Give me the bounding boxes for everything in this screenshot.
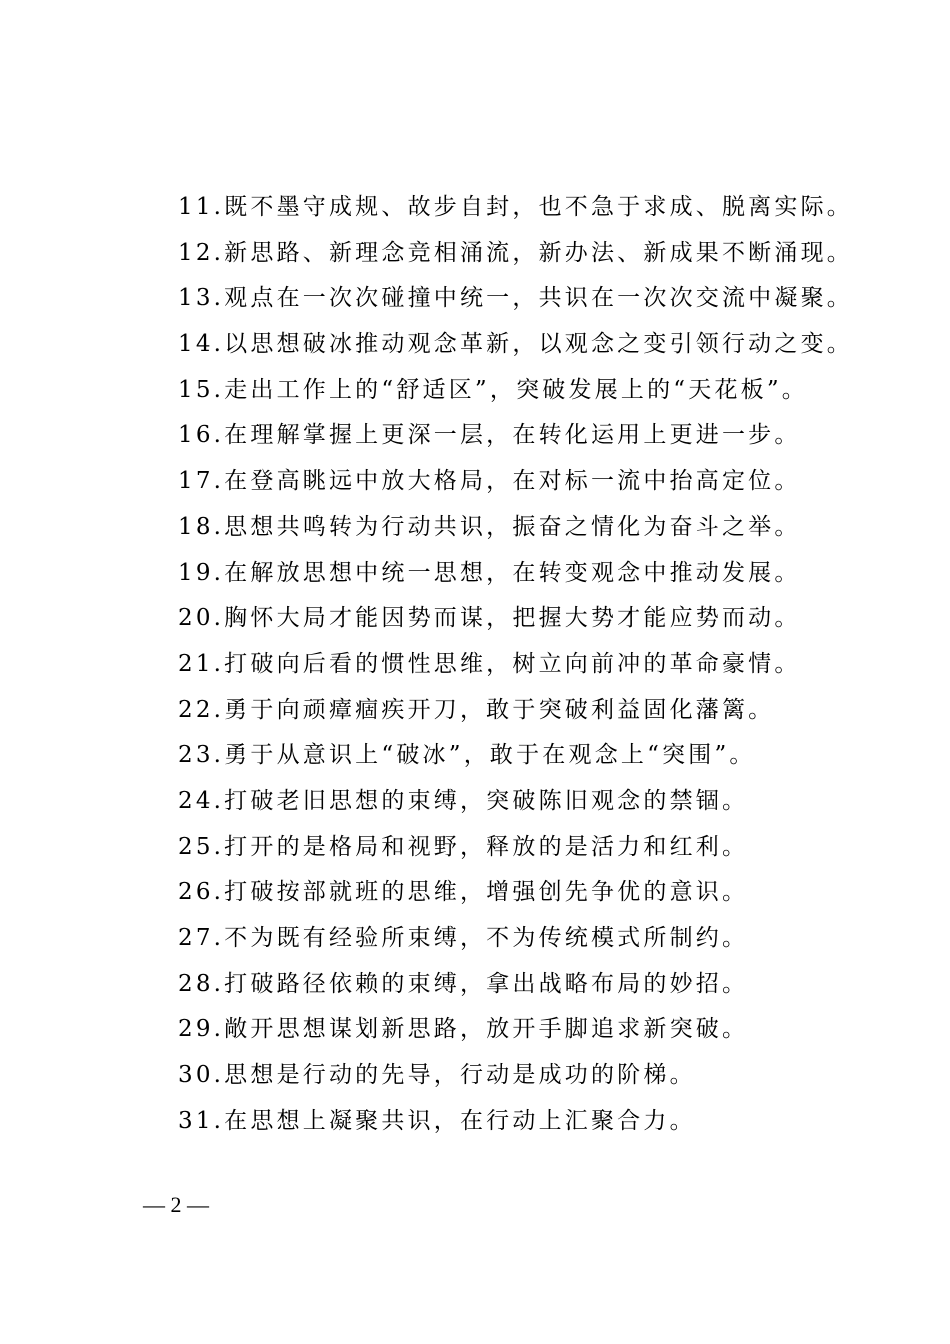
numbered-list [178,185,878,1144]
list-item: 18.思想共鸣转为行动共识，振奋之情化为奋斗之举。 [178,513,801,540]
list-item: 11.既不墨守成规、故步自封，也不急于求成、脱离实际。 [178,194,853,220]
list-item: 31.在思想上凝聚共识，在行动上汇聚合力。 [178,1107,696,1134]
list-item: 24.打破老旧思想的束缚，突破陈旧观念的禁锢。 [178,787,749,814]
list-item: 29.敞开思想谋划新思路，放开手脚追求新突破。 [178,1016,749,1043]
list-item: 17.在登高眺远中放大格局，在对标一流中抬高定位。 [178,468,801,495]
list-item: 13.观点在一次次碰撞中统一，共识在一次次交流中凝聚。 [178,285,853,312]
list-item: 22.勇于向顽瘴痼疾开刀，敢于突破利益固化藩篱。 [178,696,775,723]
list-item: 12.新思路、新理念竞相涌流，新办法、新成果不断涌现。 [178,239,853,266]
list-item: 16.在理解掌握上更深一层，在转化运用上更进一步。 [178,422,801,449]
list-item: 27.不为既有经验所束缚，不为传统模式所制约。 [178,925,749,951]
list-item: 15.走出工作上的“舒适区”，突破发展上的“天花板”。 [178,376,809,403]
list-item: 23.勇于从意识上“破冰”，敢于在观念上“突围”。 [178,742,756,769]
list-item: 21.打破向后看的惯性思维，树立向前冲的革命豪情。 [178,650,801,677]
list-item: 26.打破按部就班的思维，增强创先争优的意识。 [178,879,749,906]
list-item: 30.思想是行动的先导，行动是成功的阶梯。 [178,1062,696,1089]
list-item: 14.以思想破冰推动观念革新，以观念之变引领行动之变。 [178,331,853,358]
list-item: 20.胸怀大局才能因势而谋，把握大势才能应势而动。 [178,605,801,632]
list-item: 25.打开的是格局和视野，释放的是活力和红利。 [178,833,749,860]
list-item: 19.在解放思想中统一思想，在转变观念中推动发展。 [178,559,801,586]
page-number: — 2 — [143,1192,209,1217]
list-item: 28.打破路径依赖的束缚，拿出战略布局的妙招。 [178,970,749,997]
